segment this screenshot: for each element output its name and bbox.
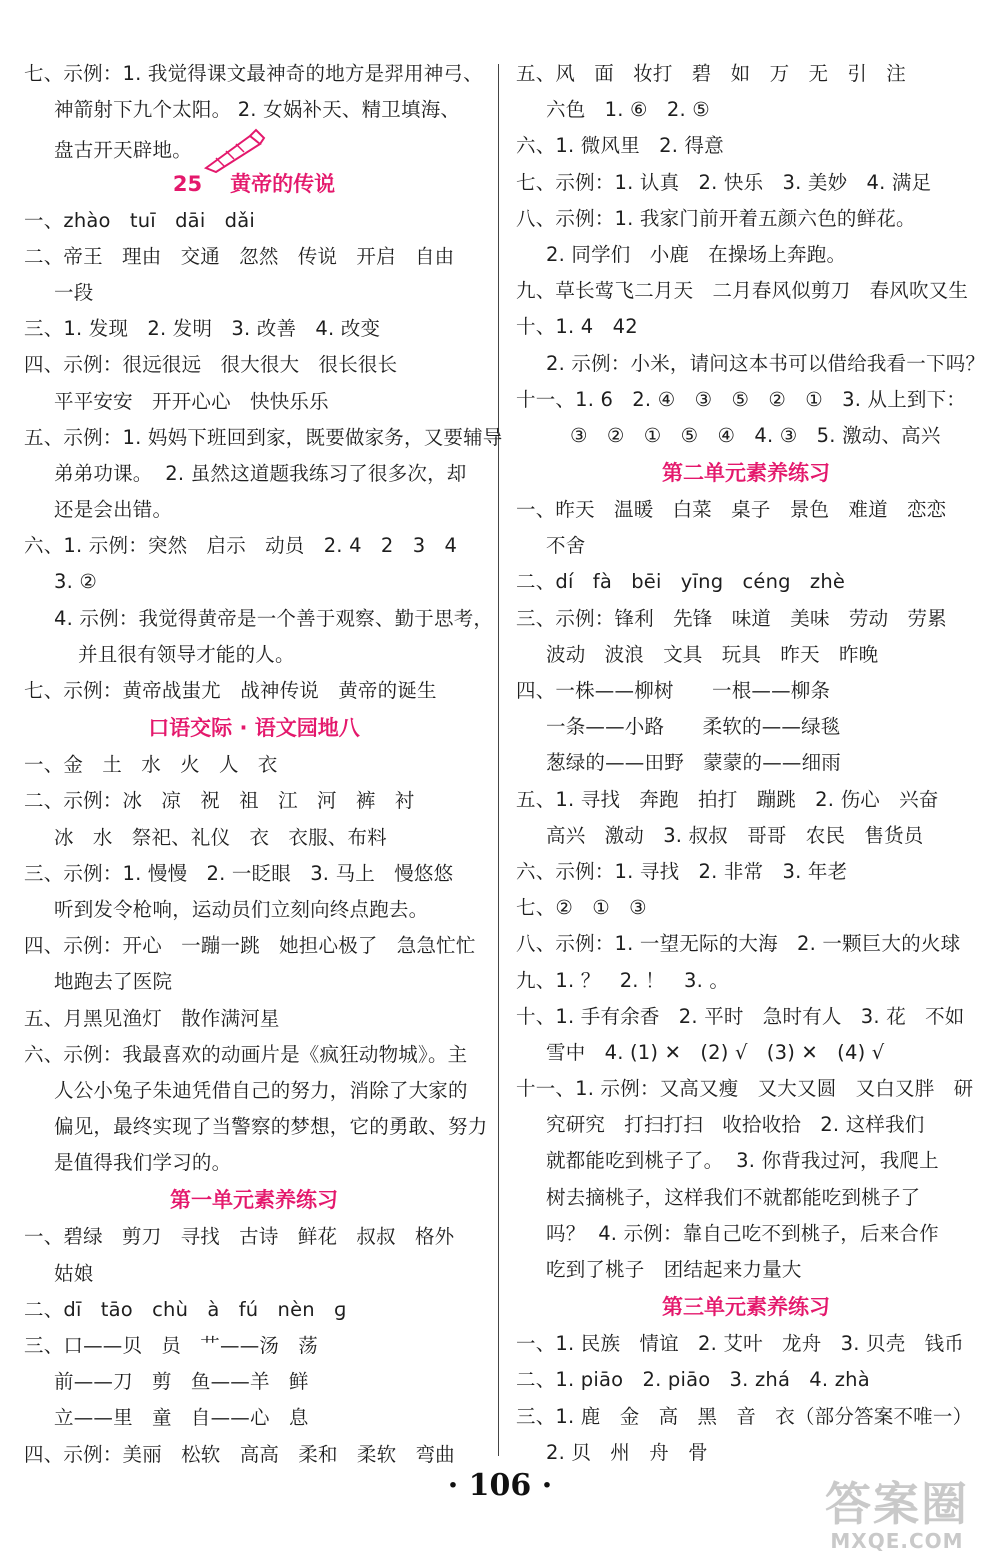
answer-line: 九、1. ？ 2. ！ 3. 。 [516, 968, 730, 992]
answer-line: 神箭射下九个太阳。 2. 女娲补天、精卫填海、 [54, 98, 461, 122]
answer-line: 六、1. 示例：突然 启示 动员 2. 4 2 3 4 [24, 534, 458, 558]
answer-line: 还是会出错。 [54, 498, 173, 522]
answer-line: 听到发令枪响，运动员们立刻向终点跑去。 [54, 897, 429, 921]
answer-line: 二、dī tāo chù à fú nèn ɡ [24, 1297, 347, 1321]
page-number: · 106 · [447, 1468, 553, 1503]
watermark-logo [806, 1478, 988, 1558]
answer-line: 姑娘 [54, 1261, 94, 1285]
section-heading-unit-1: 第一单元素养练习 [170, 1188, 338, 1213]
answer-line: 四、示例：开心 一蹦一跳 她担心极了 急急忙忙 [24, 934, 476, 958]
answer-line: 吗？ 4. 示例：靠自己吃不到桃子，后来合作 [546, 1221, 939, 1245]
answer-line: 六色 1. ⑥ 2. ⑤ [546, 98, 710, 122]
answer-line: 四、示例：很远很远 很大很大 很长很长 [24, 353, 398, 377]
answer-line: 五、1. 寻找 奔跑 拍打 蹦跳 2. 伤心 兴奋 [516, 787, 939, 811]
answer-line: 并且很有领导才能的人。 [78, 642, 295, 666]
answer-line: 平平安安 开开心心 快快乐乐 [54, 389, 329, 413]
answer-line: 七、示例：1. 认真 2. 快乐 3. 美妙 4. 满足 [516, 170, 932, 194]
answer-line: 波动 波浪 文具 玩具 昨天 昨晚 [546, 642, 879, 666]
answer-line: 葱绿的——田野 蒙蒙的——细雨 [546, 751, 841, 775]
answer-line: 弟弟功课。 2. 虽然这道题我练习了很多次，却 [54, 461, 467, 485]
watermark-url: MXQE.COM [830, 1529, 964, 1553]
left-column [24, 56, 503, 1473]
answer-line: 五、风 面 妆打 碧 如 万 无 引 注 [516, 62, 906, 85]
answer-line: 九、草长莺飞二月天 二月春风似剪刀 春风吹又生 [516, 279, 969, 303]
column-divider [498, 64, 499, 1456]
answer-line: 人公小兔子朱迪凭借自己的努力，消除了大家的 [54, 1078, 468, 1102]
answer-line: 2. 同学们 小鹿 在操场上奔跑。 [546, 242, 847, 266]
answer-line: 冰 水 祭祀、礼仪 衣 衣服、布料 [54, 825, 387, 849]
answer-line: 一、1. 民族 情谊 2. 艾叶 龙舟 3. 贝壳 钱币 [516, 1332, 964, 1356]
answer-line: ③ ② ① ⑤ ④ 4. ③ 5. 激动、高兴 [570, 423, 941, 447]
answer-line: 盘古开天辟地。 [24, 128, 484, 164]
answer-line: 六、示例：我最喜欢的动画片是《疯狂动物城》。主 [24, 1042, 468, 1066]
answer-line: 2. 示例：小米，请问这本书可以借给我看一下吗？ [546, 351, 986, 375]
answer-line: 4. 示例：我觉得黄帝是一个善于观察、勤于思考， [54, 606, 494, 630]
answer-line: 六、示例：1. 寻找 2. 非常 3. 年老 [516, 859, 848, 883]
answer-line: 二、dí fà bēi yīng céng zhè [516, 570, 846, 594]
answer-line: 树去摘桃子，这样我们不就都能吃到桃子了 [546, 1185, 921, 1209]
answer-line: 十、1. 4 42 [516, 315, 638, 339]
answer-line: 一段 [54, 280, 94, 304]
answer-line: 四、一株——柳树 一根——柳条 [516, 679, 831, 702]
answer-line: 三、口——贝 员 艹——汤 荡 [24, 1334, 318, 1357]
answer-line: 七、示例：黄帝战蚩尤 战神传说 黄帝的诞生 [24, 679, 437, 702]
section-heading-unit-2: 第二单元素养练习 [662, 461, 830, 486]
section-heading-oral: 口语交际 · 语文园地八 [148, 716, 360, 741]
section-heading-lesson-25: 25 黄帝的传说 [172, 171, 336, 196]
answer-line: 三、1. 鹿 金 高 黑 音 衣（部分答案不唯一） [516, 1404, 973, 1428]
answer-line: 三、示例：锋利 先锋 味道 美味 劳动 劳累 [516, 606, 947, 630]
answer-line: 二、帝王 理由 交通 忽然 传说 开启 自由 [24, 244, 455, 268]
answer-line: 七、② ① ③ [516, 896, 647, 920]
section-heading-unit-3: 第三单元素养练习 [662, 1295, 830, 1320]
answer-line: 十一、1. 示例：又高又瘦 又大又圆 又白又胖 研 [516, 1077, 974, 1101]
answer-line: 十、1. 手有余香 2. 平时 急时有人 3. 花 不如 [516, 1004, 965, 1028]
answer-line: 偏见，最终实现了当警察的梦想，它的勇敢、努力 [54, 1115, 488, 1139]
answer-line: 三、1. 发现 2. 发明 3. 改善 4. 改变 [24, 317, 381, 341]
answer-line: 三、示例：1. 慢慢 2. 一眨眼 3. 马上 慢悠悠 [24, 861, 454, 885]
answer-line: 是值得我们学习的。 [54, 1151, 232, 1175]
watermark-text: 答案圈 [825, 1477, 969, 1531]
answer-line: 四、示例：美丽 松软 高高 柔和 柔软 弯曲 [24, 1442, 455, 1466]
answer-line: 2. 贝 州 舟 骨 [546, 1440, 708, 1464]
answer-line: 高兴 激动 3. 叔叔 哥哥 农民 售货员 [546, 823, 924, 847]
answer-line: 雪中 4. (1) ✕ (2) √ (3) ✕ (4) √ [546, 1040, 885, 1064]
answer-line: 究研究 打扫打扫 收拾收拾 2. 这样我们 [546, 1113, 925, 1137]
answer-line: 二、1. piāo 2. piāo 3. zhá 4. zhà [516, 1368, 870, 1392]
answer-line: 一、昨天 温暖 白菜 桌子 景色 难道 恋恋 [516, 498, 947, 522]
answer-line: 一、zhào tuī dāi dǎi [24, 208, 255, 232]
answer-line: 立——里 童 自——心 息 [54, 1406, 309, 1430]
answer-line: 一条——小路 柔软的——绿毯 [546, 715, 841, 739]
answer-line: 十一、1. 6 2. ④ ③ ⑤ ② ① 3. 从上到下： [516, 387, 966, 411]
answer-line: 就都能吃到桃子了。 3. 你背我过河，我爬上 [546, 1149, 939, 1173]
answer-line: 五、月黑见渔灯 散作满河星 [24, 1006, 280, 1030]
answer-line: 一、金 土 水 火 人 衣 [24, 753, 278, 777]
answer-line: 二、示例：冰 凉 祝 祖 江 河 裤 衬 [24, 789, 415, 813]
answer-line: 3. ② [54, 570, 98, 594]
answer-line: 八、示例：1. 一望无际的大海 2. 一颗巨大的火球 [516, 932, 961, 956]
answer-line: 一、碧绿 剪刀 寻找 古诗 鲜花 叔叔 格外 [24, 1225, 455, 1249]
answer-line: 地跑去了医院 [54, 970, 173, 994]
answer-line: 五、示例：1. 妈妈下班回到家，既要做家务，又要辅导 [24, 425, 503, 449]
answer-line: 前——刀 剪 鱼——羊 鲜 [54, 1370, 309, 1394]
answer-line: 七、示例：1. 我觉得课文最神奇的地方是羿用神弓、 [24, 62, 483, 85]
answer-line: 不舍 [546, 534, 586, 558]
answer-line: 六、1. 微风里 2. 得意 [516, 134, 724, 158]
right-column [516, 56, 986, 1471]
answer-line: 吃到了桃子 团结起来力量大 [546, 1258, 802, 1281]
answer-line: 八、示例：1. 我家门前开着五颜六色的鲜花。 [516, 206, 916, 230]
